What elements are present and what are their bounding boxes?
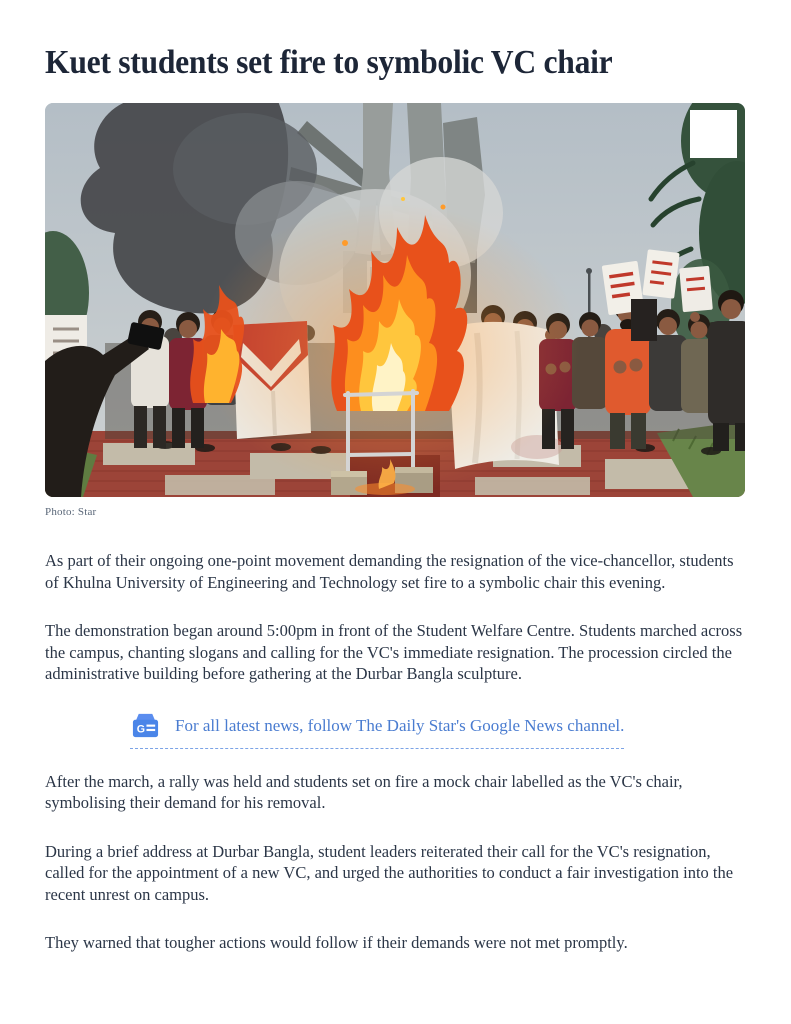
article-paragraph: After the march, a rally was held and students set on fire a mock chair labelled as the VC's chair, symbolising their demand for his removal.: [45, 771, 683, 813]
photo-illustration: [45, 103, 745, 497]
google-news-link[interactable]: [130, 712, 624, 749]
google-news-promo: [130, 712, 745, 749]
article-headline: Kuet students set fire to symbolic VC chair: [45, 44, 613, 81]
article-paragraph: As part of their ongoing one-point movement demanding the resignation of the vice-chancellor, students of Khulna University of Engineering and Technology set fire to a symbolic chair this evening.: [45, 551, 734, 592]
google-news-icon: [130, 712, 161, 741]
white-watermark-box: [690, 110, 737, 158]
google-news-link-text: For all latest news, follow The Daily Star's Google News channel.: [175, 716, 625, 736]
article-paragraph: During a brief address at Durbar Bangla, student leaders reiterated their call for the VC's resignation, called for the appointment of a new VC, and urged the authorities to conduct a fair investigation into the recent unrest on campus.: [45, 841, 734, 904]
google-news-icon-letter: G: [136, 723, 146, 736]
article-photo-figure: [45, 103, 745, 518]
article-paragraph: They warned that tougher actions would follow if their demands were not met promptly.: [45, 933, 628, 953]
article-paragraph: The demonstration began around 5:00pm in front of the Student Welfare Centre. Students marched across the campus, chanting slogans and calling for the VC's immediate resignation. The procession circled the administrative building before gathering at the Durbar Bangla sculpture.: [45, 621, 743, 684]
article-photo: [45, 103, 745, 497]
photo-caption: Photo: Star: [45, 506, 97, 519]
